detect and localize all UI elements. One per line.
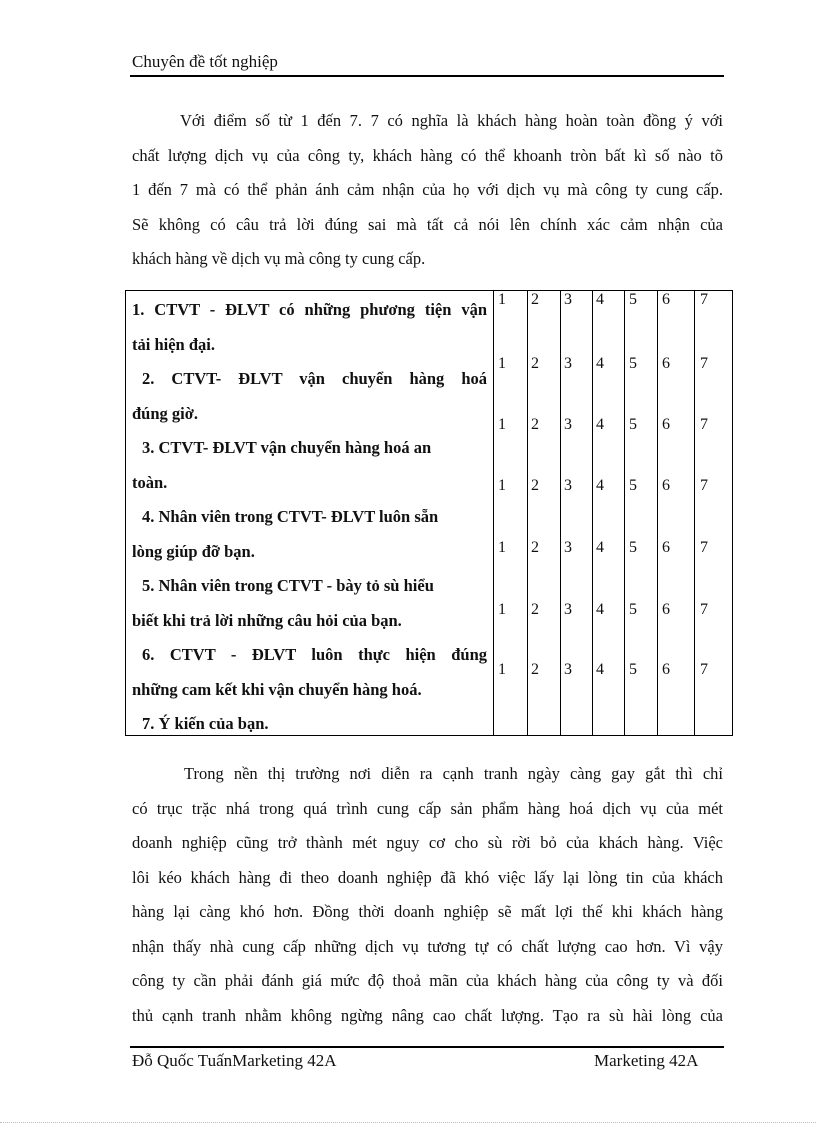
- scale-value-4: 4: [596, 539, 604, 556]
- body-line: công ty cần phải đánh giá mức độ thoả mãn của khách hàng của công ty và đối: [132, 971, 723, 990]
- question-line: 3. CTVT- ĐLVT vận chuyển hàng hoá an: [142, 438, 432, 457]
- body-line: lôi kéo khách hàng đi theo doanh nghiệp đã khó việc lấy lại lòng tin của khách: [132, 867, 723, 887]
- question-line: tải hiện đại.: [132, 334, 215, 354]
- scale-value-7: 7: [700, 539, 708, 556]
- footer-rule: [130, 1046, 724, 1048]
- body-line: có trục trặc nhá trong quá trình cung cấp sản phẩm hàng hoá dịch vụ của mét: [132, 798, 723, 818]
- scale-value-4: 4: [596, 601, 604, 618]
- question-line: 2. CTVT- ĐLVT vận chuyển hàng hoá: [142, 369, 487, 388]
- question-line: 6. CTVT - ĐLVT luôn thực hiện đúng: [142, 645, 487, 664]
- survey-questions: [132, 293, 487, 742]
- column-divider: [592, 291, 593, 735]
- body-paragraph: [132, 757, 723, 1033]
- intro-line: Sẽ không có câu trả lời đúng sai mà tất cả nói lên chính xác cảm nhận của: [132, 214, 723, 234]
- scale-value-5: 5: [629, 291, 637, 308]
- question-line: 7. Ý kiến của bạn.: [142, 714, 269, 733]
- body-line: doanh nghiệp cũng trở thành mét nguy cơ cho sù rời bỏ của khách hàng. Việc: [132, 833, 723, 852]
- body-line: nhận thấy nhà cung cấp những dịch vụ tương tự có chất lượng cao hơn. Vì vậy: [132, 936, 723, 956]
- scale-value-3: 3: [564, 355, 572, 372]
- scale-value-3: 3: [564, 601, 572, 618]
- scale-value-5: 5: [629, 477, 637, 494]
- question-line: 4. Nhân viên trong CTVT- ĐLVT luôn sẵn: [142, 507, 439, 526]
- scale-value-3: 3: [564, 477, 572, 494]
- scale-value-6: 6: [662, 661, 670, 678]
- scale-value-1: 1: [498, 661, 506, 678]
- scale-value-1: 1: [498, 291, 506, 308]
- column-divider: [624, 291, 625, 735]
- scale-value-1: 1: [498, 416, 506, 433]
- body-line: hàng lại càng khó hơn. Đồng thời doanh nghiệp sẽ mất lợi thế khi khách hàng: [132, 902, 723, 921]
- scale-value-5: 5: [629, 355, 637, 372]
- scale-value-2: 2: [531, 601, 539, 618]
- scale-value-1: 1: [498, 601, 506, 618]
- scale-value-7: 7: [700, 416, 708, 433]
- header-rule: [130, 75, 724, 77]
- scale-value-7: 7: [700, 355, 708, 372]
- intro-line: khách hàng về dịch vụ mà công ty cung cấp.: [132, 249, 426, 268]
- scale-value-4: 4: [596, 355, 604, 372]
- survey-question-column: [126, 291, 493, 735]
- column-divider: [527, 291, 528, 735]
- scale-value-4: 4: [596, 291, 604, 308]
- scale-value-5: 5: [629, 416, 637, 433]
- column-divider: [560, 291, 561, 735]
- column-divider: [694, 291, 695, 735]
- scale-value-4: 4: [596, 477, 604, 494]
- question-line: 5. Nhân viên trong CTVT - bày tỏ sù hiểu: [142, 576, 434, 595]
- scale-value-2: 2: [531, 291, 539, 308]
- scale-value-6: 6: [662, 539, 670, 556]
- scale-value-6: 6: [662, 291, 670, 308]
- question-line: biết khi trả lời những câu hỏi của bạn.: [132, 610, 402, 630]
- scale-value-4: 4: [596, 661, 604, 678]
- scale-value-6: 6: [662, 416, 670, 433]
- intro-line: 1 đến 7 mà có thể phản ánh cảm nhận của họ với dịch vụ mà công ty cung cấp.: [132, 180, 723, 199]
- scale-value-3: 3: [564, 291, 572, 308]
- intro-paragraph: [132, 104, 723, 277]
- scale-value-6: 6: [662, 601, 670, 618]
- scale-value-1: 1: [498, 539, 506, 556]
- scale-value-7: 7: [700, 477, 708, 494]
- survey-table: [125, 290, 733, 736]
- question-line: toàn.: [132, 472, 168, 492]
- scale-value-5: 5: [629, 661, 637, 678]
- body-line: thủ cạnh tranh nhằm không ngừng nâng cao chất lượng. Tạo ra sù hài lòng của: [132, 1005, 723, 1025]
- scale-value-6: 6: [662, 355, 670, 372]
- footer-class: Marketing 42A: [594, 1051, 699, 1070]
- scale-value-2: 2: [531, 416, 539, 433]
- body-line: Trong nền thị trường nơi diễn ra cạnh tranh ngày càng gay gắt thì chỉ: [184, 764, 723, 783]
- scale-value-2: 2: [531, 355, 539, 372]
- question-line: những cam kết khi vận chuyển hàng hoá.: [132, 679, 422, 699]
- scale-value-3: 3: [564, 416, 572, 433]
- page-header-title: Chuyên đề tốt nghiệp: [132, 52, 278, 71]
- question-line: lòng giúp đỡ bạn.: [132, 541, 255, 561]
- intro-line: chất lượng dịch vụ của công ty, khách hàng có thể khoanh tròn bất kì số nào tõ: [132, 145, 723, 165]
- scale-value-1: 1: [498, 355, 506, 372]
- question-line: đúng giờ.: [132, 403, 198, 423]
- footer-author: Đỗ Quốc TuấnMarketing 42A: [132, 1051, 337, 1070]
- scale-value-3: 3: [564, 661, 572, 678]
- question-line: 1. CTVT - ĐLVT có những phương tiện vận: [132, 300, 487, 319]
- scale-value-1: 1: [498, 477, 506, 494]
- scale-value-2: 2: [531, 477, 539, 494]
- scale-value-7: 7: [700, 601, 708, 618]
- column-divider: [657, 291, 658, 735]
- scale-value-5: 5: [629, 539, 637, 556]
- column-divider: [493, 291, 494, 735]
- scale-value-7: 7: [700, 661, 708, 678]
- scale-value-5: 5: [629, 601, 637, 618]
- scale-value-2: 2: [531, 661, 539, 678]
- intro-line: Với điểm số từ 1 đến 7. 7 có nghĩa là khách hàng hoàn toàn đồng ý với: [180, 111, 723, 130]
- scale-value-3: 3: [564, 539, 572, 556]
- scale-value-7: 7: [700, 291, 708, 308]
- scale-value-2: 2: [531, 539, 539, 556]
- scale-value-6: 6: [662, 477, 670, 494]
- scale-value-4: 4: [596, 416, 604, 433]
